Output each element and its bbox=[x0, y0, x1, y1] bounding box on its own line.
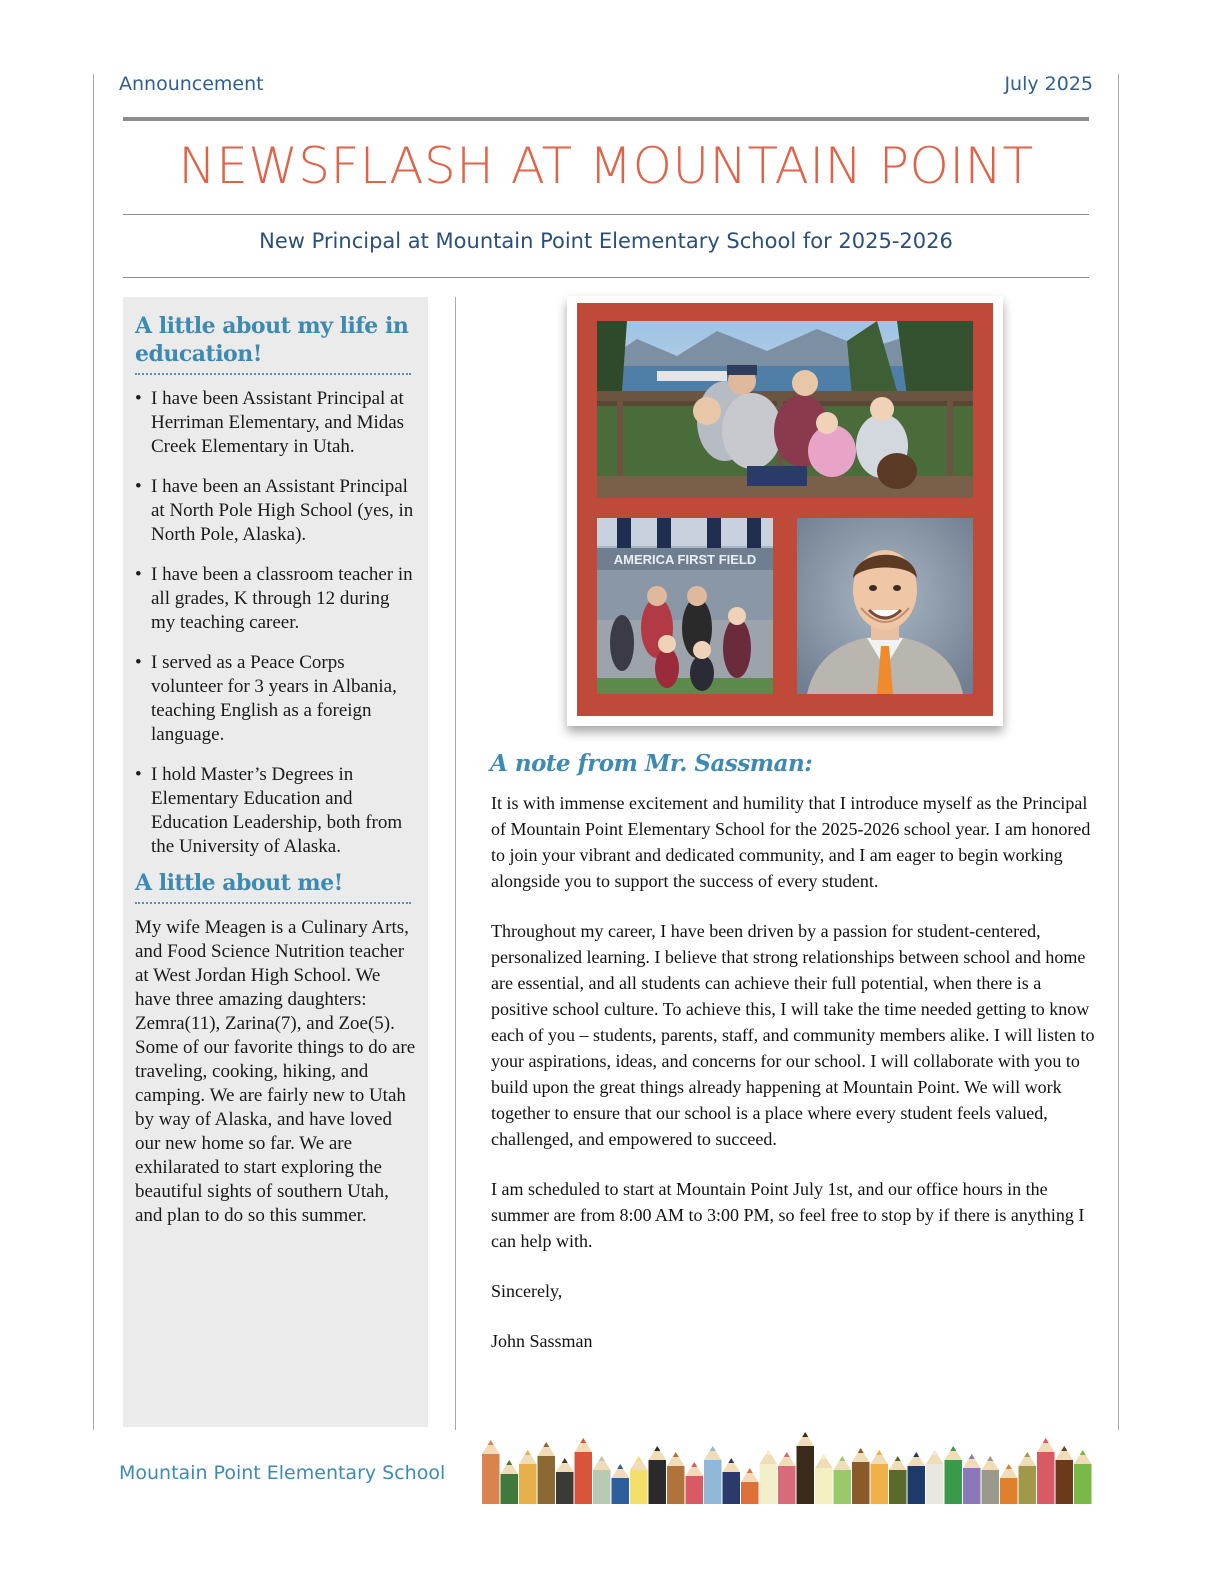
sidebar-heading-education: A little about my life in education! bbox=[135, 313, 409, 367]
pencil bbox=[945, 1446, 963, 1504]
stadium-sign-text: AMERICA FIRST FIELD bbox=[613, 552, 757, 567]
pencil bbox=[834, 1456, 852, 1504]
pencil bbox=[649, 1446, 667, 1504]
pencil bbox=[797, 1432, 815, 1504]
letter-paragraph: It is with immense excitement and humility that I introduce myself as the Principal of Mountain Point Elementary School for the 2025-2026 school year. I am honored to join your vibrant and dedicated community, and I am eager to begin working alongside you to support the success of every student. bbox=[491, 793, 1091, 891]
letter-closing: Sincerely, bbox=[491, 1281, 563, 1301]
note-heading: A note from Mr. Sassman: bbox=[490, 750, 813, 777]
list-item: • I served as a Peace Corps volunteer for 3 years in Albania, teaching English as a foreign language. bbox=[135, 651, 416, 747]
pencil bbox=[1000, 1464, 1018, 1504]
pencil bbox=[482, 1440, 500, 1504]
letter-paragraph: Throughout my career, I have been driven by a passion for student-centered, personalized learning. I believe that strong relationships between school and home are essential, and all students can achieve their full potential, when there is a positive school culture. To achieve this, I will take the time needed getting to know each of you – students, parents, staff, and community members alike. I will listen to your aspirations, ideas, and concerns for our school. I will collaborate with you to build upon the great things already happening at Mountain Point. We will work together to ensure that our school is a place where every student feels valued, challenged, and empowered to succeed. bbox=[491, 921, 1095, 1149]
list-item: • I have been Assistant Principal at Herriman Elementary, and Midas Creek Elementary in Utah. bbox=[135, 387, 416, 459]
pencil bbox=[1056, 1446, 1074, 1504]
header-announcement: Announcement bbox=[119, 73, 264, 95]
sidebar-heading-about: A little about me! bbox=[135, 870, 343, 896]
column-divider bbox=[455, 297, 456, 1430]
photo-collage-backing bbox=[577, 303, 993, 716]
page-title: NEWSFLASH AT MOUNTAIN POINT bbox=[178, 137, 1034, 195]
pencil bbox=[871, 1450, 889, 1504]
pencil bbox=[1074, 1450, 1092, 1504]
family-lake-photo bbox=[597, 321, 973, 498]
sidebar bbox=[123, 297, 428, 1427]
subtitle-rule bbox=[123, 277, 1089, 278]
pencil bbox=[982, 1456, 1000, 1504]
letter-body bbox=[491, 790, 1101, 1378]
pencil bbox=[1037, 1438, 1055, 1504]
pencil bbox=[741, 1468, 759, 1504]
pencil bbox=[963, 1454, 981, 1504]
pencil bbox=[908, 1452, 926, 1504]
pencil bbox=[575, 1438, 593, 1504]
header-date: July 2025 bbox=[1004, 73, 1093, 95]
page-subtitle: New Principal at Mountain Point Elementary School for 2025-2026 bbox=[259, 229, 953, 253]
pencil bbox=[538, 1442, 556, 1504]
pencil bbox=[501, 1460, 519, 1504]
letter-paragraph: I am scheduled to start at Mountain Point July 1st, and our office hours in the summer are from 8:00 AM to 3:00 PM, so feel free to stop by if there is anything I can help with. bbox=[491, 1179, 1085, 1251]
title-rule bbox=[123, 214, 1089, 215]
pencil bbox=[926, 1450, 944, 1504]
right-page-border bbox=[1118, 74, 1119, 1430]
pencil bbox=[612, 1464, 630, 1504]
about-paragraph: My wife Meagen is a Culinary Arts, and Food Science Nutrition teacher at West Jordan High School. We have three amazing daughters: Zemra(11), Zarina(7), and Zoe(5). Some of our favorite things to do are traveling, cooking, hiking, and camping. We are fairly new to Utah by way of Alaska, and have loved our new home so far. We are exhilarated to start exploring the beautiful sights of southern Utah, and plan to do so this summer. bbox=[135, 917, 416, 1226]
pencil bbox=[630, 1456, 648, 1504]
letter-signature: John Sassman bbox=[491, 1331, 593, 1351]
left-page-border bbox=[93, 74, 94, 1430]
dotted-divider bbox=[135, 902, 411, 904]
pencil bbox=[556, 1458, 574, 1504]
pencil bbox=[519, 1450, 537, 1504]
header-rule bbox=[123, 117, 1089, 121]
pencil bbox=[1019, 1452, 1037, 1504]
pencil bbox=[889, 1456, 907, 1504]
pencil bbox=[593, 1456, 611, 1504]
pencil bbox=[704, 1446, 722, 1504]
principal-portrait-photo bbox=[797, 518, 973, 694]
dotted-divider bbox=[135, 373, 411, 375]
pencil bbox=[778, 1452, 796, 1504]
pencil bbox=[667, 1452, 685, 1504]
pencil bbox=[760, 1450, 778, 1504]
education-list bbox=[135, 387, 416, 859]
pencil bbox=[852, 1448, 870, 1504]
stadium-family-photo bbox=[597, 518, 773, 694]
list-item: • I hold Master’s Degrees in Elementary Education and Education Leadership, both from the University of Alaska. bbox=[135, 763, 416, 859]
pencil bbox=[686, 1462, 704, 1504]
pencil bbox=[723, 1458, 741, 1504]
list-item: • I have been an Assistant Principal at North Pole High School (yes, in North Pole, Alaska). bbox=[135, 475, 416, 547]
pencil bbox=[815, 1454, 833, 1504]
colored-pencils-decoration bbox=[482, 1426, 1094, 1506]
footer-school-name: Mountain Point Elementary School bbox=[119, 1462, 446, 1484]
photo-collage bbox=[567, 296, 1003, 726]
list-item: • I have been a classroom teacher in all grades, K through 12 during my teaching career. bbox=[135, 563, 416, 635]
